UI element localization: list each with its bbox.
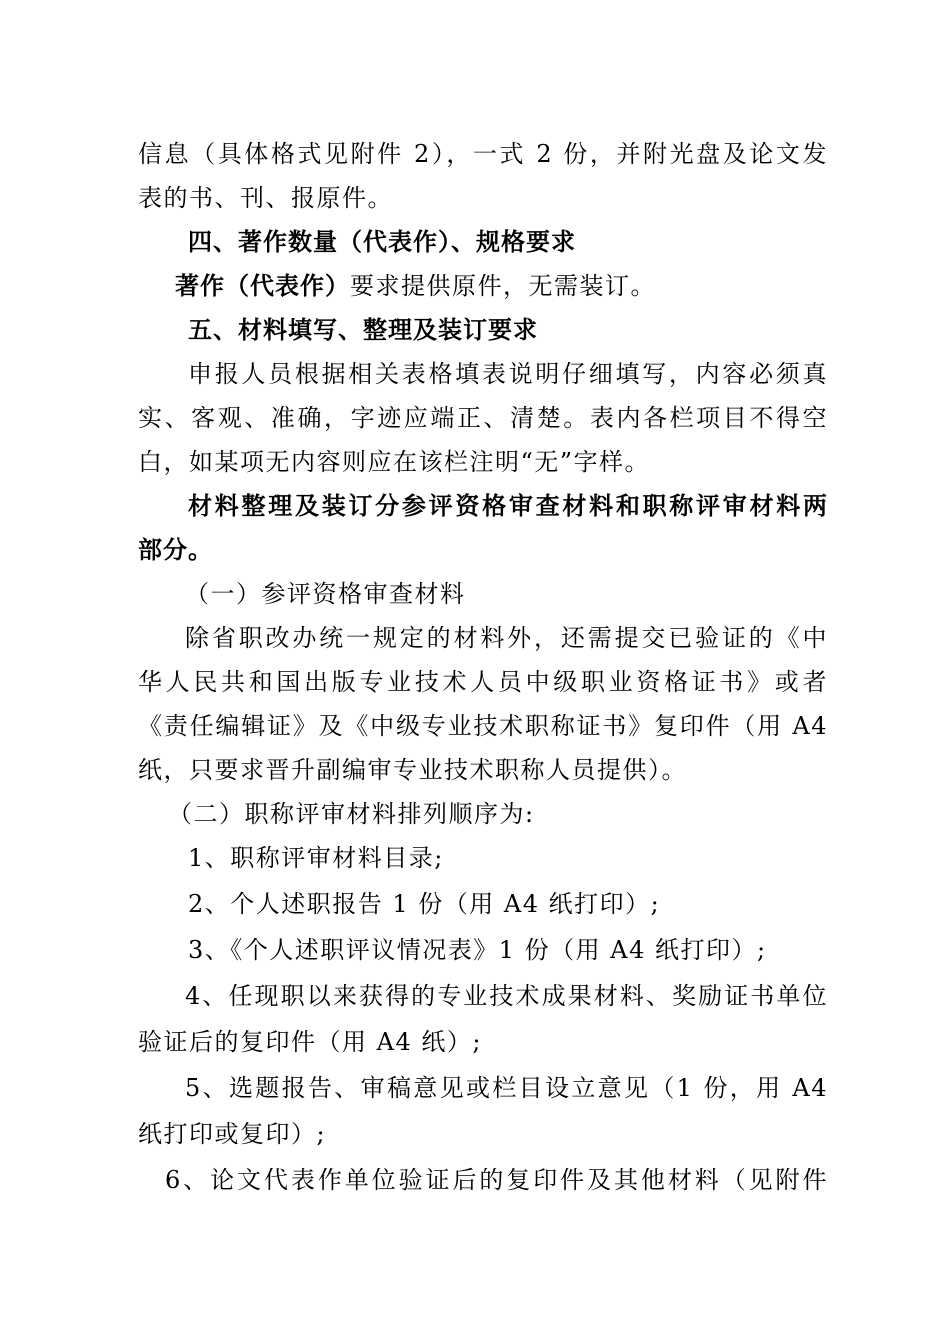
paragraph-line: 纸，只要求晋升副编审专业技术职称人员提供）。 [138,756,687,784]
paragraph-line: 实、客观、准确，字迹应端正、清楚。表内各栏项目不得空 [138,404,828,432]
paragraph-line: 《责任编辑证》及《中级专业技术职称证书》复印件（用 A4 [138,712,828,740]
bold-paragraph-line: 部分。 [138,536,213,564]
paragraph-line: 表的书、刊、报原件。 [138,184,393,212]
paragraph-line: 申报人员根据相关表格填表说明仔细填写，内容必须真 [188,360,828,388]
paragraph-line: 除省职改办统一规定的材料外，还需提交已验证的《中 [185,624,828,652]
list-item-continuation: 验证后的复印件（用 A4 纸）; [138,1028,482,1056]
section-heading: 五、材料填写、整理及装订要求 [188,316,538,344]
paragraph-line [175,270,865,302]
paragraph-line: 白，如某项无内容则应在该栏注明“无”字样。 [138,448,651,476]
list-item: 2、个人述职报告 1 份（用 A4 纸打印）; [188,890,661,918]
subsection-heading: （二）职称评审材料排列顺序为: [168,800,535,828]
paragraph-text: 要求提供原件，无需装订。 [350,272,656,300]
list-item: 4、任现职以来获得的专业技术成果材料、奖励证书单位 [185,982,828,1010]
list-item-continuation: 纸打印或复印）; [138,1120,327,1148]
bold-paragraph-line: 材料整理及装订分参评资格审查材料和职称评审材料两 [188,492,828,520]
list-item: 6、论文代表作单位验证后的复印件及其他材料（见附件 [165,1166,828,1194]
paragraph-line: 信息（具体格式见附件 2），一式 2 份，并附光盘及论文发 [138,140,828,168]
bold-lead: 著作（代表作） [175,272,350,300]
paragraph-line: 华人民共和国出版专业技术人员中级职业资格证书》或者 [138,668,828,696]
section-heading: 四、著作数量（代表作）、规格要求 [188,228,576,256]
list-item: 5、选题报告、审稿意见或栏目设立意见（1 份，用 A4 [185,1074,828,1102]
list-item: 3、《个人述职评议情况表》1 份（用 A4 纸打印）; [188,936,767,964]
list-item: 1、职称评审材料目录; [188,844,444,872]
subsection-heading: （一）参评资格审查材料 [185,580,466,608]
